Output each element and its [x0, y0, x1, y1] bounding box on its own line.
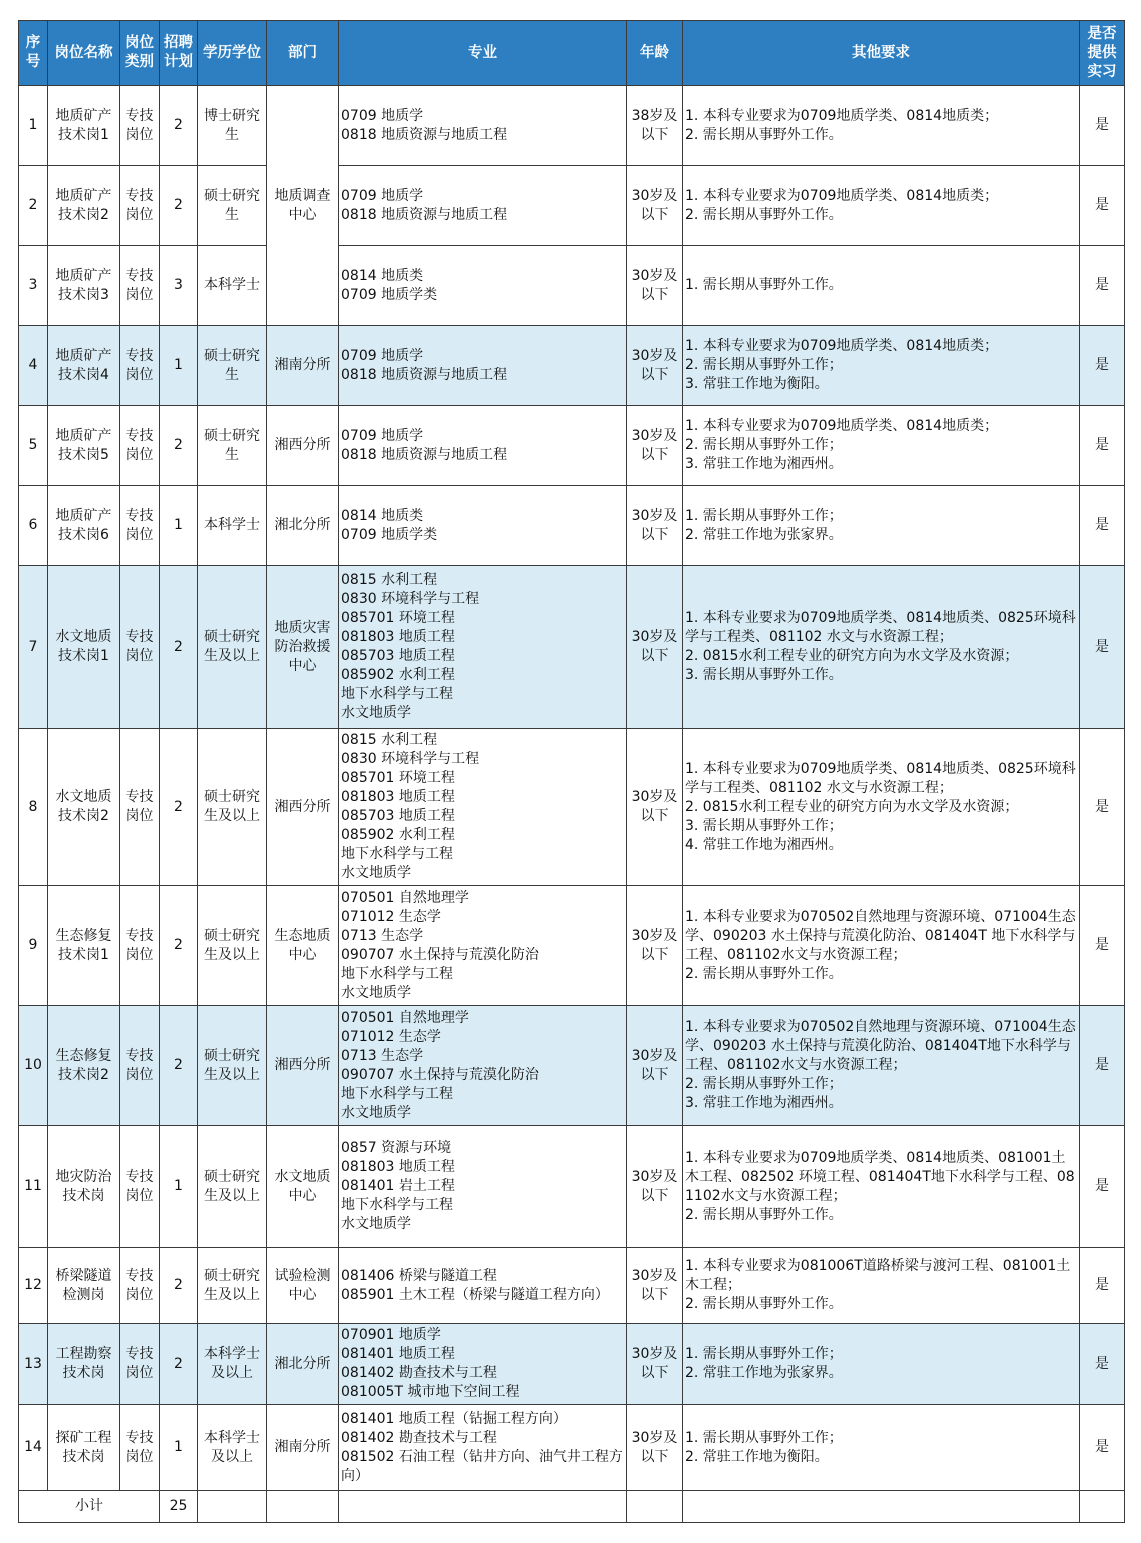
table-row [19, 566, 1125, 729]
department: 湘西分所 [267, 406, 339, 486]
internship: 是 [1080, 166, 1125, 246]
major: 081401 地质工程（钻掘工程方向） 081402 勘查技术与工程 081502 石油工程（钻井方向、油气井工程方向） [339, 1405, 627, 1491]
internship: 是 [1080, 1324, 1125, 1405]
department: 湘西分所 [267, 1006, 339, 1126]
age: 30岁及以下 [627, 566, 683, 729]
department: 湘南分所 [267, 1405, 339, 1491]
department: 地质灾害防治救援中心 [267, 566, 339, 729]
age: 30岁及以下 [627, 1126, 683, 1248]
age: 30岁及以下 [627, 1405, 683, 1491]
education: 硕士研究生及以上 [198, 729, 267, 886]
education: 硕士研究生及以上 [198, 886, 267, 1006]
header-cell: 其他要求 [683, 21, 1080, 86]
department: 生态地质中心 [267, 886, 339, 1006]
hiring-plan: 1 [160, 1405, 198, 1491]
hiring-plan: 1 [160, 486, 198, 566]
position-name: 探矿工程技术岗 [48, 1405, 120, 1491]
header-cell: 学历学位 [198, 21, 267, 86]
table-row [19, 886, 1125, 1006]
education: 硕士研究生 [198, 406, 267, 486]
row-number: 1 [19, 86, 48, 166]
other-requirements: 1. 需长期从事野外工作； 2. 常驻工作地为张家界。 [683, 1324, 1080, 1405]
row-number: 2 [19, 166, 48, 246]
subtotal-plan: 25 [160, 1491, 198, 1523]
major: 0709 地质学 0818 地质资源与地质工程 [339, 86, 627, 166]
major: 070901 地质学 081401 地质工程 081402 勘查技术与工程 081005T 城市地下空间工程 [339, 1324, 627, 1405]
department: 湘南分所 [267, 326, 339, 406]
major: 070501 自然地理学 071012 生态学 0713 生态学 090707 水土保持与荒漠化防治 地下水科学与工程 水文地质学 [339, 886, 627, 1006]
department: 湘西分所 [267, 729, 339, 886]
position-name: 地质矿产技术岗4 [48, 326, 120, 406]
internship: 是 [1080, 566, 1125, 729]
internship: 是 [1080, 1405, 1125, 1491]
internship: 是 [1080, 1126, 1125, 1248]
table-row [19, 1324, 1125, 1405]
table-row [19, 1006, 1125, 1126]
position-name: 桥梁隧道检测岗 [48, 1248, 120, 1324]
internship: 是 [1080, 1006, 1125, 1126]
position-name: 水文地质技术岗1 [48, 566, 120, 729]
department: 地质调查中心 [267, 86, 339, 326]
age: 30岁及以下 [627, 166, 683, 246]
hiring-plan: 1 [160, 1126, 198, 1248]
age: 30岁及以下 [627, 729, 683, 886]
position-type: 专技岗位 [120, 246, 160, 326]
recruitment-table [18, 20, 1125, 1523]
hiring-plan: 2 [160, 166, 198, 246]
education: 硕士研究生及以上 [198, 1126, 267, 1248]
major: 0709 地质学 0818 地质资源与地质工程 [339, 326, 627, 406]
row-number: 7 [19, 566, 48, 729]
empty-cell [1080, 1491, 1125, 1523]
hiring-plan: 2 [160, 86, 198, 166]
major: 0815 水利工程 0830 环境科学与工程 085701 环境工程 081803 地质工程 085703 地质工程 085902 水利工程 地下水科学与工程 水文地质学 [339, 729, 627, 886]
table-row [19, 1248, 1125, 1324]
department: 湘北分所 [267, 486, 339, 566]
internship: 是 [1080, 486, 1125, 566]
hiring-plan: 2 [160, 406, 198, 486]
education: 硕士研究生及以上 [198, 1248, 267, 1324]
table-body [19, 86, 1125, 1523]
position-name: 地质矿产技术岗3 [48, 246, 120, 326]
education: 本科学士 [198, 246, 267, 326]
other-requirements: 1. 需长期从事野外工作。 [683, 246, 1080, 326]
hiring-plan: 2 [160, 729, 198, 886]
row-number: 13 [19, 1324, 48, 1405]
table-row [19, 729, 1125, 886]
row-number: 12 [19, 1248, 48, 1324]
position-type: 专技岗位 [120, 166, 160, 246]
department: 水文地质中心 [267, 1126, 339, 1248]
hiring-plan: 2 [160, 1324, 198, 1405]
position-type: 专技岗位 [120, 1324, 160, 1405]
age: 30岁及以下 [627, 1006, 683, 1126]
position-type: 专技岗位 [120, 566, 160, 729]
row-number: 4 [19, 326, 48, 406]
position-name: 地质矿产技术岗2 [48, 166, 120, 246]
other-requirements: 1. 本科专业要求为081006T道路桥梁与渡河工程、081001土木工程； 2. 需长期从事野外工作。 [683, 1248, 1080, 1324]
empty-cell [339, 1491, 627, 1523]
age: 38岁及以下 [627, 86, 683, 166]
subtotal-label: 小计 [19, 1491, 160, 1523]
major: 070501 自然地理学 071012 生态学 0713 生态学 090707 水土保持与荒漠化防治 地下水科学与工程 水文地质学 [339, 1006, 627, 1126]
header-cell: 部门 [267, 21, 339, 86]
internship: 是 [1080, 1248, 1125, 1324]
other-requirements: 1. 本科专业要求为070502自然地理与资源环境、071004生态学、090203 水土保持与荒漠化防治、081404T 地下水科学与工程、081102水文与水资源工程； 2. 需长期从事野外工作。 [683, 886, 1080, 1006]
major: 0814 地质类 0709 地质学类 [339, 246, 627, 326]
table-row [19, 406, 1125, 486]
position-name: 水文地质技术岗2 [48, 729, 120, 886]
internship: 是 [1080, 729, 1125, 886]
internship: 是 [1080, 246, 1125, 326]
hiring-plan: 2 [160, 1006, 198, 1126]
table-row [19, 486, 1125, 566]
education: 硕士研究生及以上 [198, 1006, 267, 1126]
hiring-plan: 2 [160, 566, 198, 729]
table-header [19, 21, 1125, 86]
position-type: 专技岗位 [120, 1248, 160, 1324]
position-type: 专技岗位 [120, 1405, 160, 1491]
position-name: 地质矿产技术岗1 [48, 86, 120, 166]
education: 博士研究生 [198, 86, 267, 166]
education: 本科学士及以上 [198, 1324, 267, 1405]
other-requirements: 1. 本科专业要求为0709地质学类、0814地质类； 2. 需长期从事野外工作。 [683, 86, 1080, 166]
department: 湘北分所 [267, 1324, 339, 1405]
header-cell: 序号 [19, 21, 48, 86]
education: 硕士研究生 [198, 166, 267, 246]
internship: 是 [1080, 406, 1125, 486]
table-row [19, 166, 1125, 246]
age: 30岁及以下 [627, 886, 683, 1006]
age: 30岁及以下 [627, 246, 683, 326]
major: 0815 水利工程 0830 环境科学与工程 085701 环境工程 081803 地质工程 085703 地质工程 085902 水利工程 地下水科学与工程 水文地质学 [339, 566, 627, 729]
row-number: 11 [19, 1126, 48, 1248]
table-row [19, 86, 1125, 166]
row-number: 3 [19, 246, 48, 326]
table-row [19, 246, 1125, 326]
row-number: 8 [19, 729, 48, 886]
position-type: 专技岗位 [120, 486, 160, 566]
internship: 是 [1080, 326, 1125, 406]
major: 0709 地质学 0818 地质资源与地质工程 [339, 166, 627, 246]
position-name: 地灾防治技术岗 [48, 1126, 120, 1248]
major: 0857 资源与环境 081803 地质工程 081401 岩土工程 地下水科学与工程 水文地质学 [339, 1126, 627, 1248]
age: 30岁及以下 [627, 486, 683, 566]
major: 0709 地质学 0818 地质资源与地质工程 [339, 406, 627, 486]
empty-cell [198, 1491, 267, 1523]
position-type: 专技岗位 [120, 86, 160, 166]
header-cell: 是否提供实习 [1080, 21, 1125, 86]
internship: 是 [1080, 886, 1125, 1006]
header-cell: 岗位类别 [120, 21, 160, 86]
position-name: 地质矿产技术岗6 [48, 486, 120, 566]
empty-cell [683, 1491, 1080, 1523]
header-cell: 岗位名称 [48, 21, 120, 86]
age: 30岁及以下 [627, 1248, 683, 1324]
position-name: 生态修复技术岗1 [48, 886, 120, 1006]
education: 硕士研究生 [198, 326, 267, 406]
position-type: 专技岗位 [120, 1006, 160, 1126]
other-requirements: 1. 本科专业要求为0709地质学类、0814地质类； 2. 需长期从事野外工作； 3. 常驻工作地为衡阳。 [683, 326, 1080, 406]
position-type: 专技岗位 [120, 886, 160, 1006]
department: 试验检测中心 [267, 1248, 339, 1324]
table-row [19, 326, 1125, 406]
row-number: 9 [19, 886, 48, 1006]
major: 081406 桥梁与隧道工程 085901 土木工程（桥梁与隧道工程方向） [339, 1248, 627, 1324]
other-requirements: 1. 本科专业要求为0709地质学类、0814地质类、081001土木工程、082502 环境工程、081404T地下水科学与工程、081102水文与水资源工程； 2. 需长期从事野外工作。 [683, 1126, 1080, 1248]
position-type: 专技岗位 [120, 729, 160, 886]
row-number: 5 [19, 406, 48, 486]
hiring-plan: 2 [160, 886, 198, 1006]
other-requirements: 1. 本科专业要求为0709地质学类、0814地质类； 2. 需长期从事野外工作； 3. 常驻工作地为湘西州。 [683, 406, 1080, 486]
row-number: 14 [19, 1405, 48, 1491]
position-name: 生态修复技术岗2 [48, 1006, 120, 1126]
other-requirements: 1. 本科专业要求为0709地质学类、0814地质类； 2. 需长期从事野外工作。 [683, 166, 1080, 246]
position-name: 地质矿产技术岗5 [48, 406, 120, 486]
education: 本科学士 [198, 486, 267, 566]
age: 30岁及以下 [627, 1324, 683, 1405]
internship: 是 [1080, 86, 1125, 166]
position-type: 专技岗位 [120, 1126, 160, 1248]
row-number: 6 [19, 486, 48, 566]
hiring-plan: 2 [160, 1248, 198, 1324]
hiring-plan: 1 [160, 326, 198, 406]
other-requirements: 1. 本科专业要求为0709地质学类、0814地质类、0825环境科学与工程类、081102 水文与水资源工程； 2. 0815水利工程专业的研究方向为水文学及水资源； 3. 需长期从事野外工作； 4. 常驻工作地为湘西州。 [683, 729, 1080, 886]
empty-cell [627, 1491, 683, 1523]
other-requirements: 1. 本科专业要求为0709地质学类、0814地质类、0825环境科学与工程类、081102 水文与水资源工程； 2. 0815水利工程专业的研究方向为水文学及水资源； 3. 需长期从事野外工作。 [683, 566, 1080, 729]
row-number: 10 [19, 1006, 48, 1126]
education: 本科学士及以上 [198, 1405, 267, 1491]
empty-cell [267, 1491, 339, 1523]
table-row [19, 1126, 1125, 1248]
education: 硕士研究生及以上 [198, 566, 267, 729]
subtotal-row [19, 1491, 1125, 1523]
hiring-plan: 3 [160, 246, 198, 326]
position-type: 专技岗位 [120, 406, 160, 486]
position-name: 工程勘察技术岗 [48, 1324, 120, 1405]
other-requirements: 1. 需长期从事野外工作； 2. 常驻工作地为张家界。 [683, 486, 1080, 566]
major: 0814 地质类 0709 地质学类 [339, 486, 627, 566]
age: 30岁及以下 [627, 326, 683, 406]
table-row [19, 1405, 1125, 1491]
header-cell: 年龄 [627, 21, 683, 86]
other-requirements: 1. 本科专业要求为070502自然地理与资源环境、071004生态学、090203 水土保持与荒漠化防治、081404T地下水科学与工程、081102水文与水资源工程； 2. 需长期从事野外工作； 3. 常驻工作地为湘西州。 [683, 1006, 1080, 1126]
other-requirements: 1. 需长期从事野外工作； 2. 常驻工作地为衡阳。 [683, 1405, 1080, 1491]
age: 30岁及以下 [627, 406, 683, 486]
header-cell: 专业 [339, 21, 627, 86]
header-cell: 招聘计划 [160, 21, 198, 86]
position-type: 专技岗位 [120, 326, 160, 406]
